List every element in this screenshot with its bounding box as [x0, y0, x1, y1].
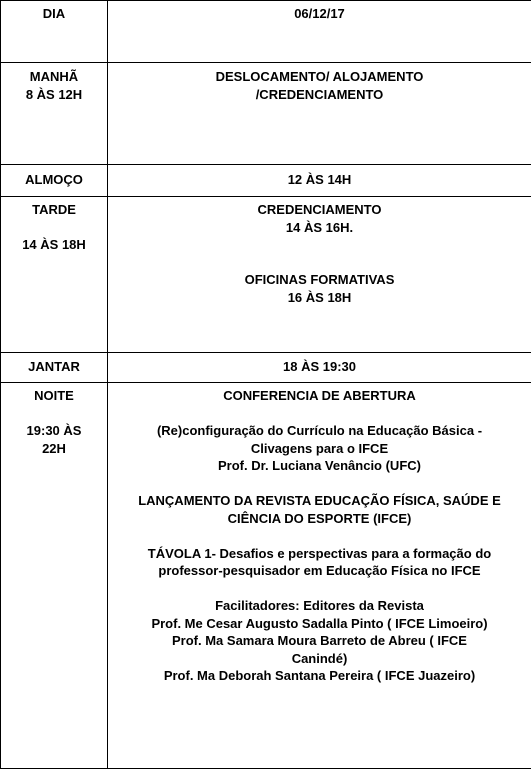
- row-manha: [1, 63, 531, 165]
- row-jantar: [1, 353, 531, 383]
- journal-launch-line2: CIÊNCIA DO ESPORTE (IFCE): [112, 510, 527, 528]
- facilitators-title: Facilitadores: Editores da Revista: [112, 597, 527, 615]
- time-noite-line1: 19:30 ÀS: [5, 422, 103, 440]
- time-noite-line2: 22H: [5, 440, 103, 458]
- facilitator-3: Prof. Ma Deborah Santana Pereira ( IFCE Juazeiro): [112, 667, 527, 685]
- credenciamento-title: CREDENCIAMENTO: [112, 201, 527, 219]
- facilitator-2-line2: Canindé): [112, 650, 527, 668]
- day-label-cell: [1, 1, 108, 63]
- period-cell-tarde: [1, 197, 108, 353]
- row-noite: [1, 383, 531, 769]
- conference-speaker: Prof. Dr. Luciana Venâncio (UFC): [112, 457, 527, 475]
- period-almoco: ALMOÇO: [5, 171, 103, 189]
- date-cell: [108, 1, 531, 63]
- activity-manha-line2: /CREDENCIAMENTO: [112, 86, 527, 104]
- header-row: [1, 1, 531, 63]
- journal-launch-line1: LANÇAMENTO DA REVISTA EDUCAÇÃO FÍSICA, SAÚDE E: [112, 492, 527, 510]
- period-cell-noite: [1, 383, 108, 769]
- facilitator-1: Prof. Me Cesar Augusto Sadalla Pinto ( IFCE Limoeiro): [112, 615, 527, 633]
- time-almoco: 12 ÀS 14H: [112, 171, 527, 189]
- tavola-line2: professor-pesquisador em Educação Física no IFCE: [112, 562, 527, 580]
- activity-cell-noite: [108, 383, 531, 769]
- period-tarde: TARDE: [5, 201, 103, 219]
- period-noite: NOITE: [5, 387, 103, 405]
- time-tarde: 14 ÀS 18H: [5, 236, 103, 254]
- time-jantar: 18 ÀS 19:30: [112, 358, 527, 376]
- conference-topic-line2: Clivagens para o IFCE: [112, 440, 527, 458]
- credenciamento-time: 14 ÀS 16H.: [112, 219, 527, 237]
- row-almoco: [1, 165, 531, 197]
- oficinas-time: 16 ÀS 18H: [112, 289, 527, 307]
- period-manha: MANHÃ: [5, 68, 103, 86]
- tavola-line1: TÁVOLA 1- Desafios e perspectivas para a formação do: [112, 545, 527, 563]
- period-cell-jantar: [1, 353, 108, 383]
- period-jantar: JANTAR: [5, 358, 103, 376]
- conference-topic-line1: (Re)configuração do Currículo na Educação Básica -: [112, 422, 527, 440]
- activity-cell-tarde: [108, 197, 531, 353]
- row-tarde: [1, 197, 531, 353]
- conference-title: CONFERENCIA DE ABERTURA: [112, 387, 527, 405]
- facilitator-2-line1: Prof. Ma Samara Moura Barreto de Abreu ( IFCE: [112, 632, 527, 650]
- time-manha: 8 ÀS 12H: [5, 86, 103, 104]
- day-label: DIA: [5, 5, 103, 23]
- oficinas-title: OFICINAS FORMATIVAS: [112, 271, 527, 289]
- period-cell-manha: [1, 63, 108, 165]
- activity-cell-almoco: [108, 165, 531, 197]
- activity-manha-line1: DESLOCAMENTO/ ALOJAMENTO: [112, 68, 527, 86]
- period-cell-almoco: [1, 165, 108, 197]
- date-value: 06/12/17: [112, 5, 527, 23]
- activity-cell-jantar: [108, 353, 531, 383]
- activity-cell-manha: [108, 63, 531, 165]
